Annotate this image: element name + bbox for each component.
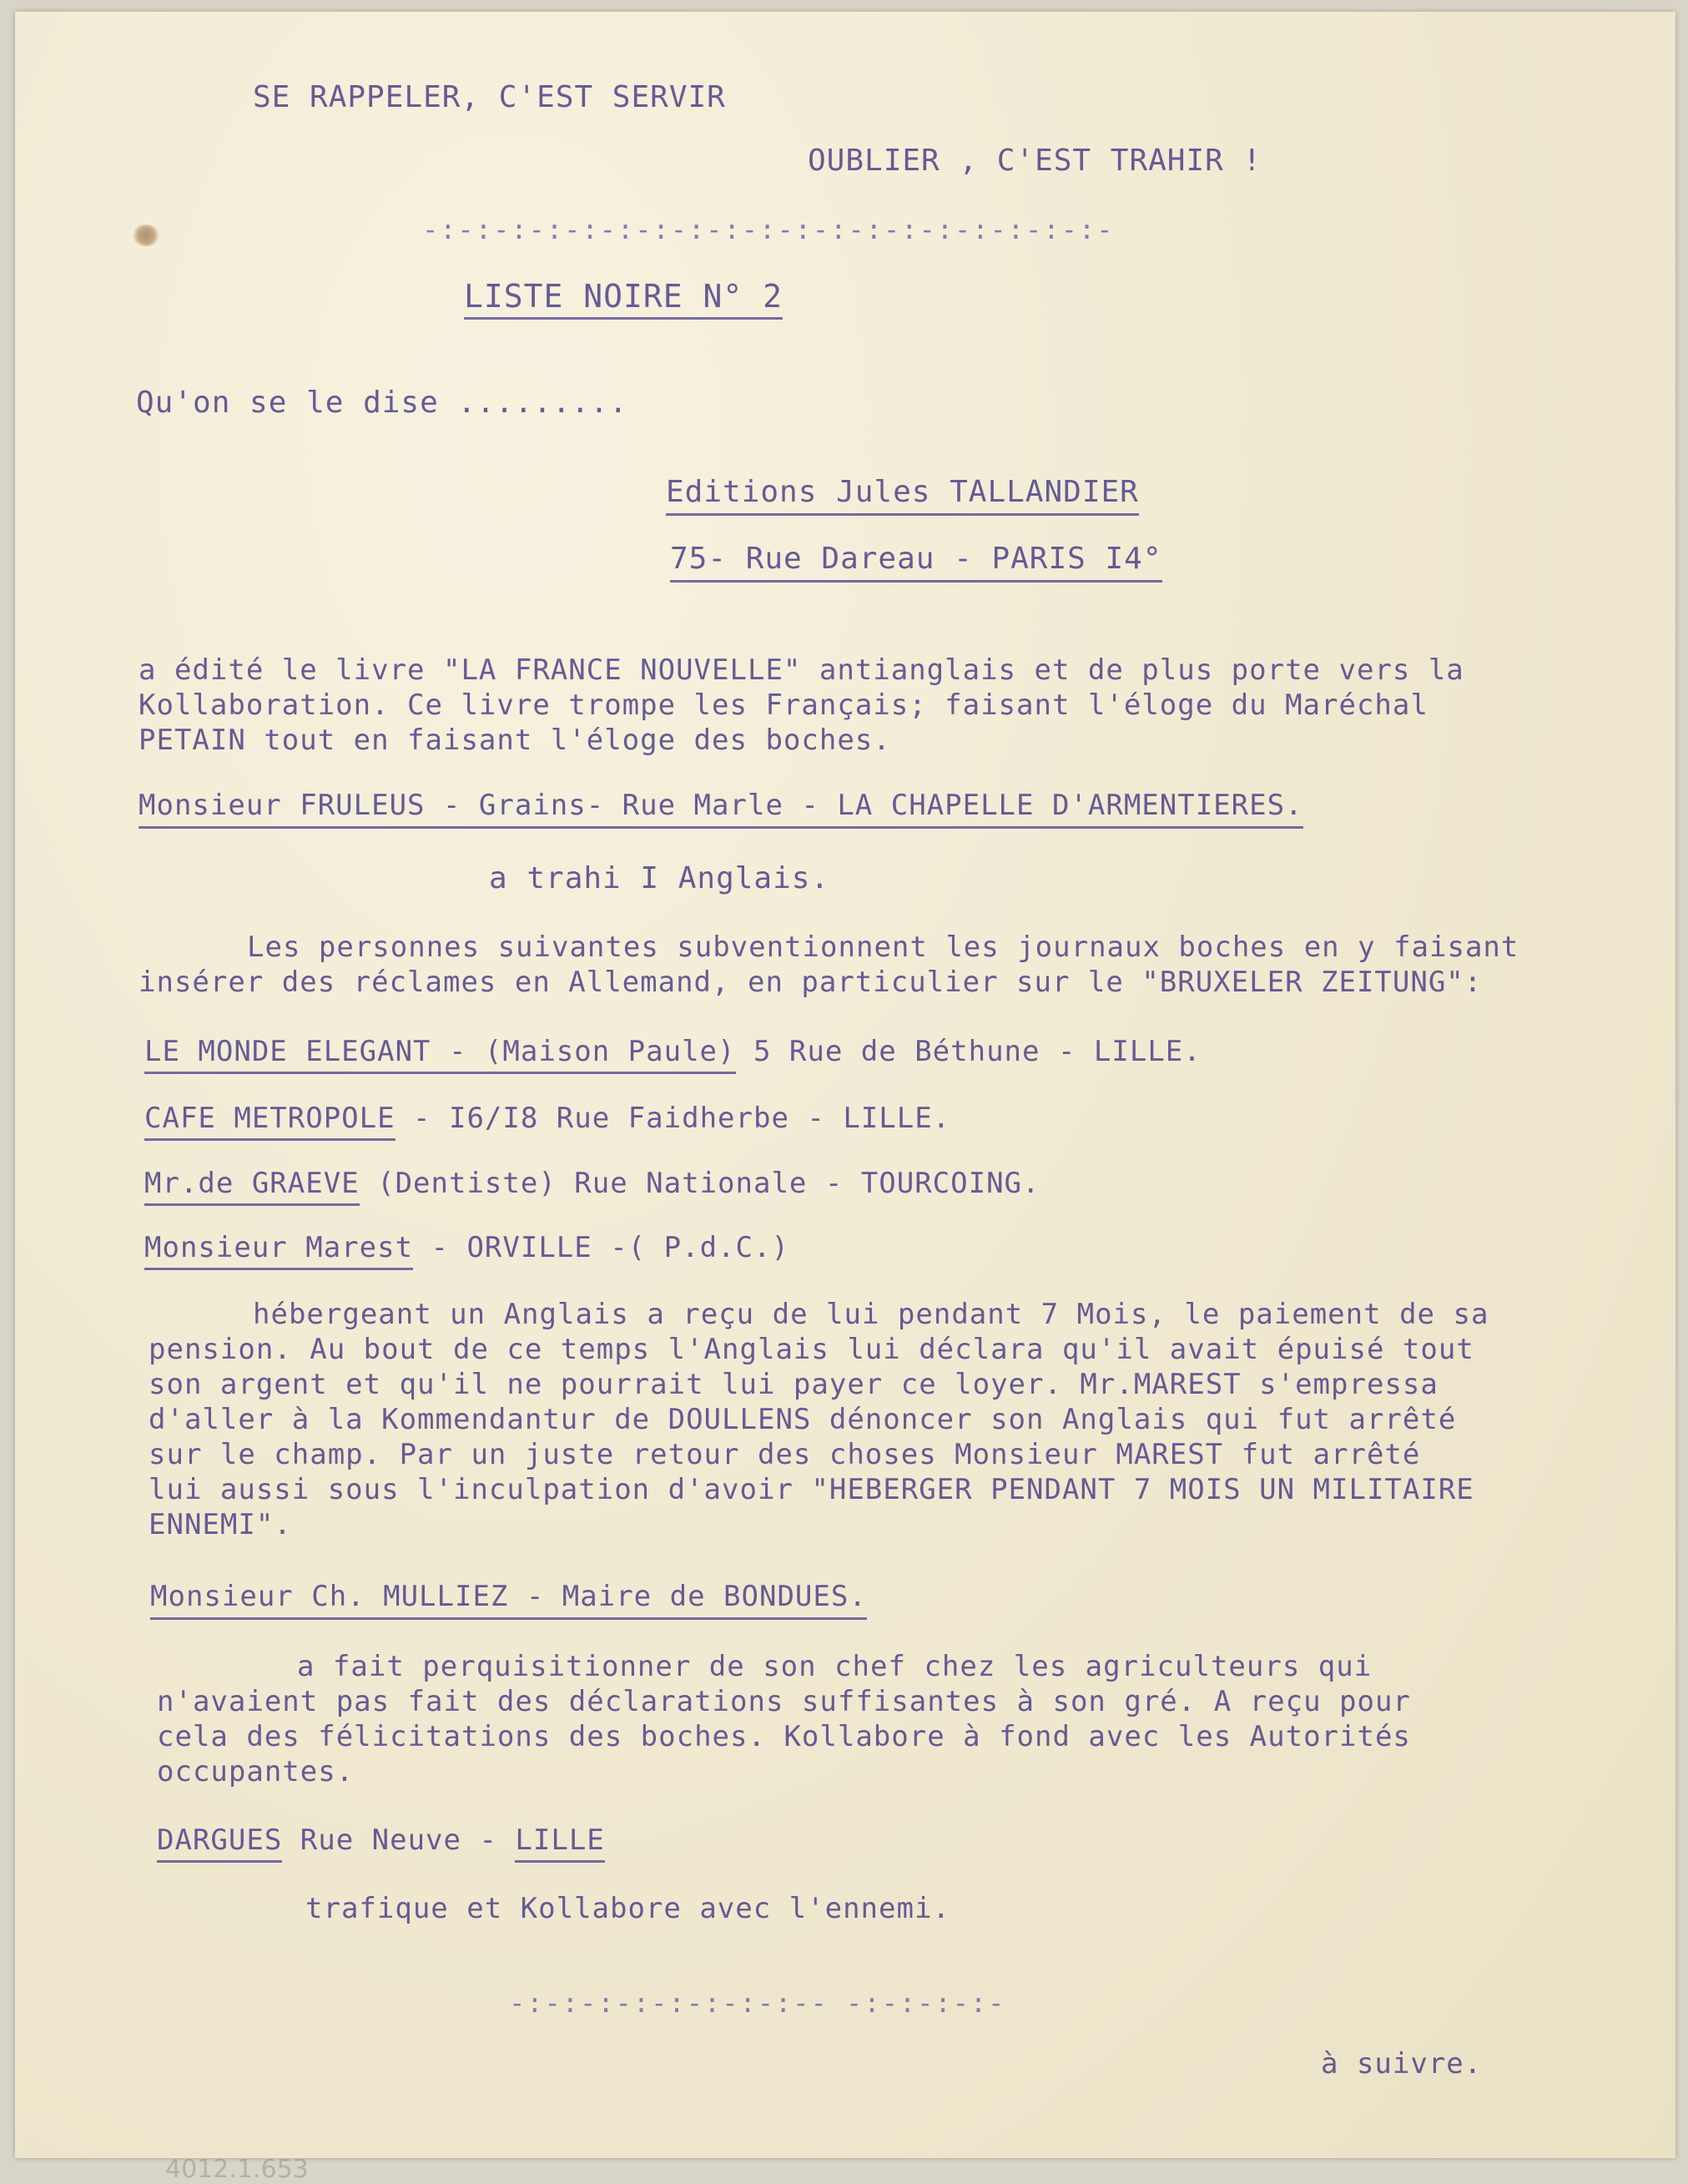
motto-remember: SE RAPPELER, C'EST SERVIR	[253, 80, 726, 114]
publisher-text-line: Kollaboration. Ce livre trompe les Français; faisant l'éloge du Maréchal	[139, 688, 1429, 722]
fruleus-heading: Monsieur FRULEUS - Grains- Rue Marle - LA CHAPELLE D'ARMENTIERES.	[139, 788, 1303, 829]
motto-forget: OUBLIER , C'EST TRAHIR !	[808, 144, 1262, 178]
publisher-name: Editions Jules TALLANDIER	[666, 475, 1139, 516]
subsidy-intro-line: insérer des réclames en Allemand, en particulier sur le "BRUXELER ZEITUNG":	[139, 966, 1483, 999]
publisher-address: 75- Rue Dareau - PARIS I4°	[670, 542, 1162, 583]
marest-name: Monsieur Marest	[144, 1231, 413, 1270]
list-item	[144, 1034, 1202, 1069]
bottom-divider: -:-:-:-:-:-:-:-:-- -:-:-:-:-	[509, 1987, 1006, 2019]
publisher-text-line: a édité le livre "LA FRANCE NOUVELLE" antianglais et de plus porte vers la	[139, 653, 1464, 687]
dargues-city: LILLE	[515, 1823, 604, 1863]
list-item-address: - I6/I8 Rue Faidherbe - LILLE.	[395, 1102, 951, 1135]
marest-text-line: pension. Au bout de ce temps l'Anglais lui déclara qu'il avait épuisé tout	[149, 1333, 1474, 1366]
list-item-address: 5 Rue de Béthune - LILLE.	[735, 1035, 1202, 1068]
typewritten-sheet	[15, 12, 1675, 2184]
mulliez-text-line: occupantes.	[157, 1755, 355, 1788]
top-divider: -:-:-:-:-:-:-:-:-:-:-:-:-:-:-:-:-:-:-:-	[422, 214, 1115, 245]
fruleus-text: a trahi I Anglais.	[489, 861, 830, 895]
list-item-address: (Dentiste) Rue Nationale - TOURCOING.	[359, 1167, 1041, 1200]
dargues-name: DARGUES	[157, 1823, 282, 1863]
mulliez-text-line: a fait perquisitionner de son chef chez les agriculteurs qui	[297, 1650, 1373, 1683]
dargues-heading	[157, 1823, 605, 1858]
archive-pencil-mark: 4012.1.653	[165, 2155, 309, 2184]
intro-line: Qu'on se le dise .........	[136, 386, 628, 420]
list-item	[144, 1166, 1041, 1201]
mulliez-heading: Monsieur Ch. MULLIEZ - Maire de BONDUES.	[150, 1579, 867, 1620]
marest-text-line: lui aussi sous l'inculpation d'avoir "HEBERGER PENDANT 7 MOIS UN MILITAIRE	[149, 1473, 1474, 1506]
dargues-text: trafique et Kollabore avec l'ennemi.	[305, 1892, 950, 1925]
mulliez-text-line: n'avaient pas fait des déclarations suffisantes à son gré. A reçu pour	[157, 1685, 1411, 1718]
mulliez-text-line: cela des félicitations des boches. Kollabore à fond avec les Autorités	[157, 1720, 1411, 1753]
marest-text-line: sur le champ. Par un juste retour des choses Monsieur MAREST fut arrêté	[149, 1438, 1421, 1471]
ink-stain	[132, 224, 160, 246]
dargues-street: Rue Neuve -	[282, 1823, 516, 1857]
marest-heading	[144, 1230, 789, 1265]
publisher-text-line: PETAIN tout en faisant l'éloge des boches.	[139, 724, 891, 757]
list-item-name: Mr.de GRAEVE	[144, 1167, 360, 1206]
list-item-name: LE MONDE ELEGANT - (Maison Paule)	[144, 1035, 736, 1074]
marest-text-line: d'aller à la Kommendantur de DOULLENS dénoncer son Anglais qui fut arrêté	[149, 1403, 1457, 1436]
marest-location: - ORVILLE -( P.d.C.)	[413, 1231, 789, 1264]
list-item-name: CAFE METROPOLE	[144, 1102, 396, 1141]
marest-text-line: ENNEMI".	[149, 1508, 292, 1541]
document-title: LISTE NOIRE N° 2	[464, 279, 783, 320]
to-be-continued: à suivre.	[1321, 2047, 1483, 2081]
subsidy-intro-line: Les personnes suivantes subventionnent les journaux boches en y faisant	[247, 931, 1519, 964]
marest-text-line: hébergeant un Anglais a reçu de lui pendant 7 Mois, le paiement de sa	[253, 1298, 1489, 1331]
marest-text-line: son argent et qu'il ne pourrait lui payer ce loyer. Mr.MAREST s'empressa	[149, 1368, 1439, 1401]
list-item	[144, 1101, 950, 1136]
